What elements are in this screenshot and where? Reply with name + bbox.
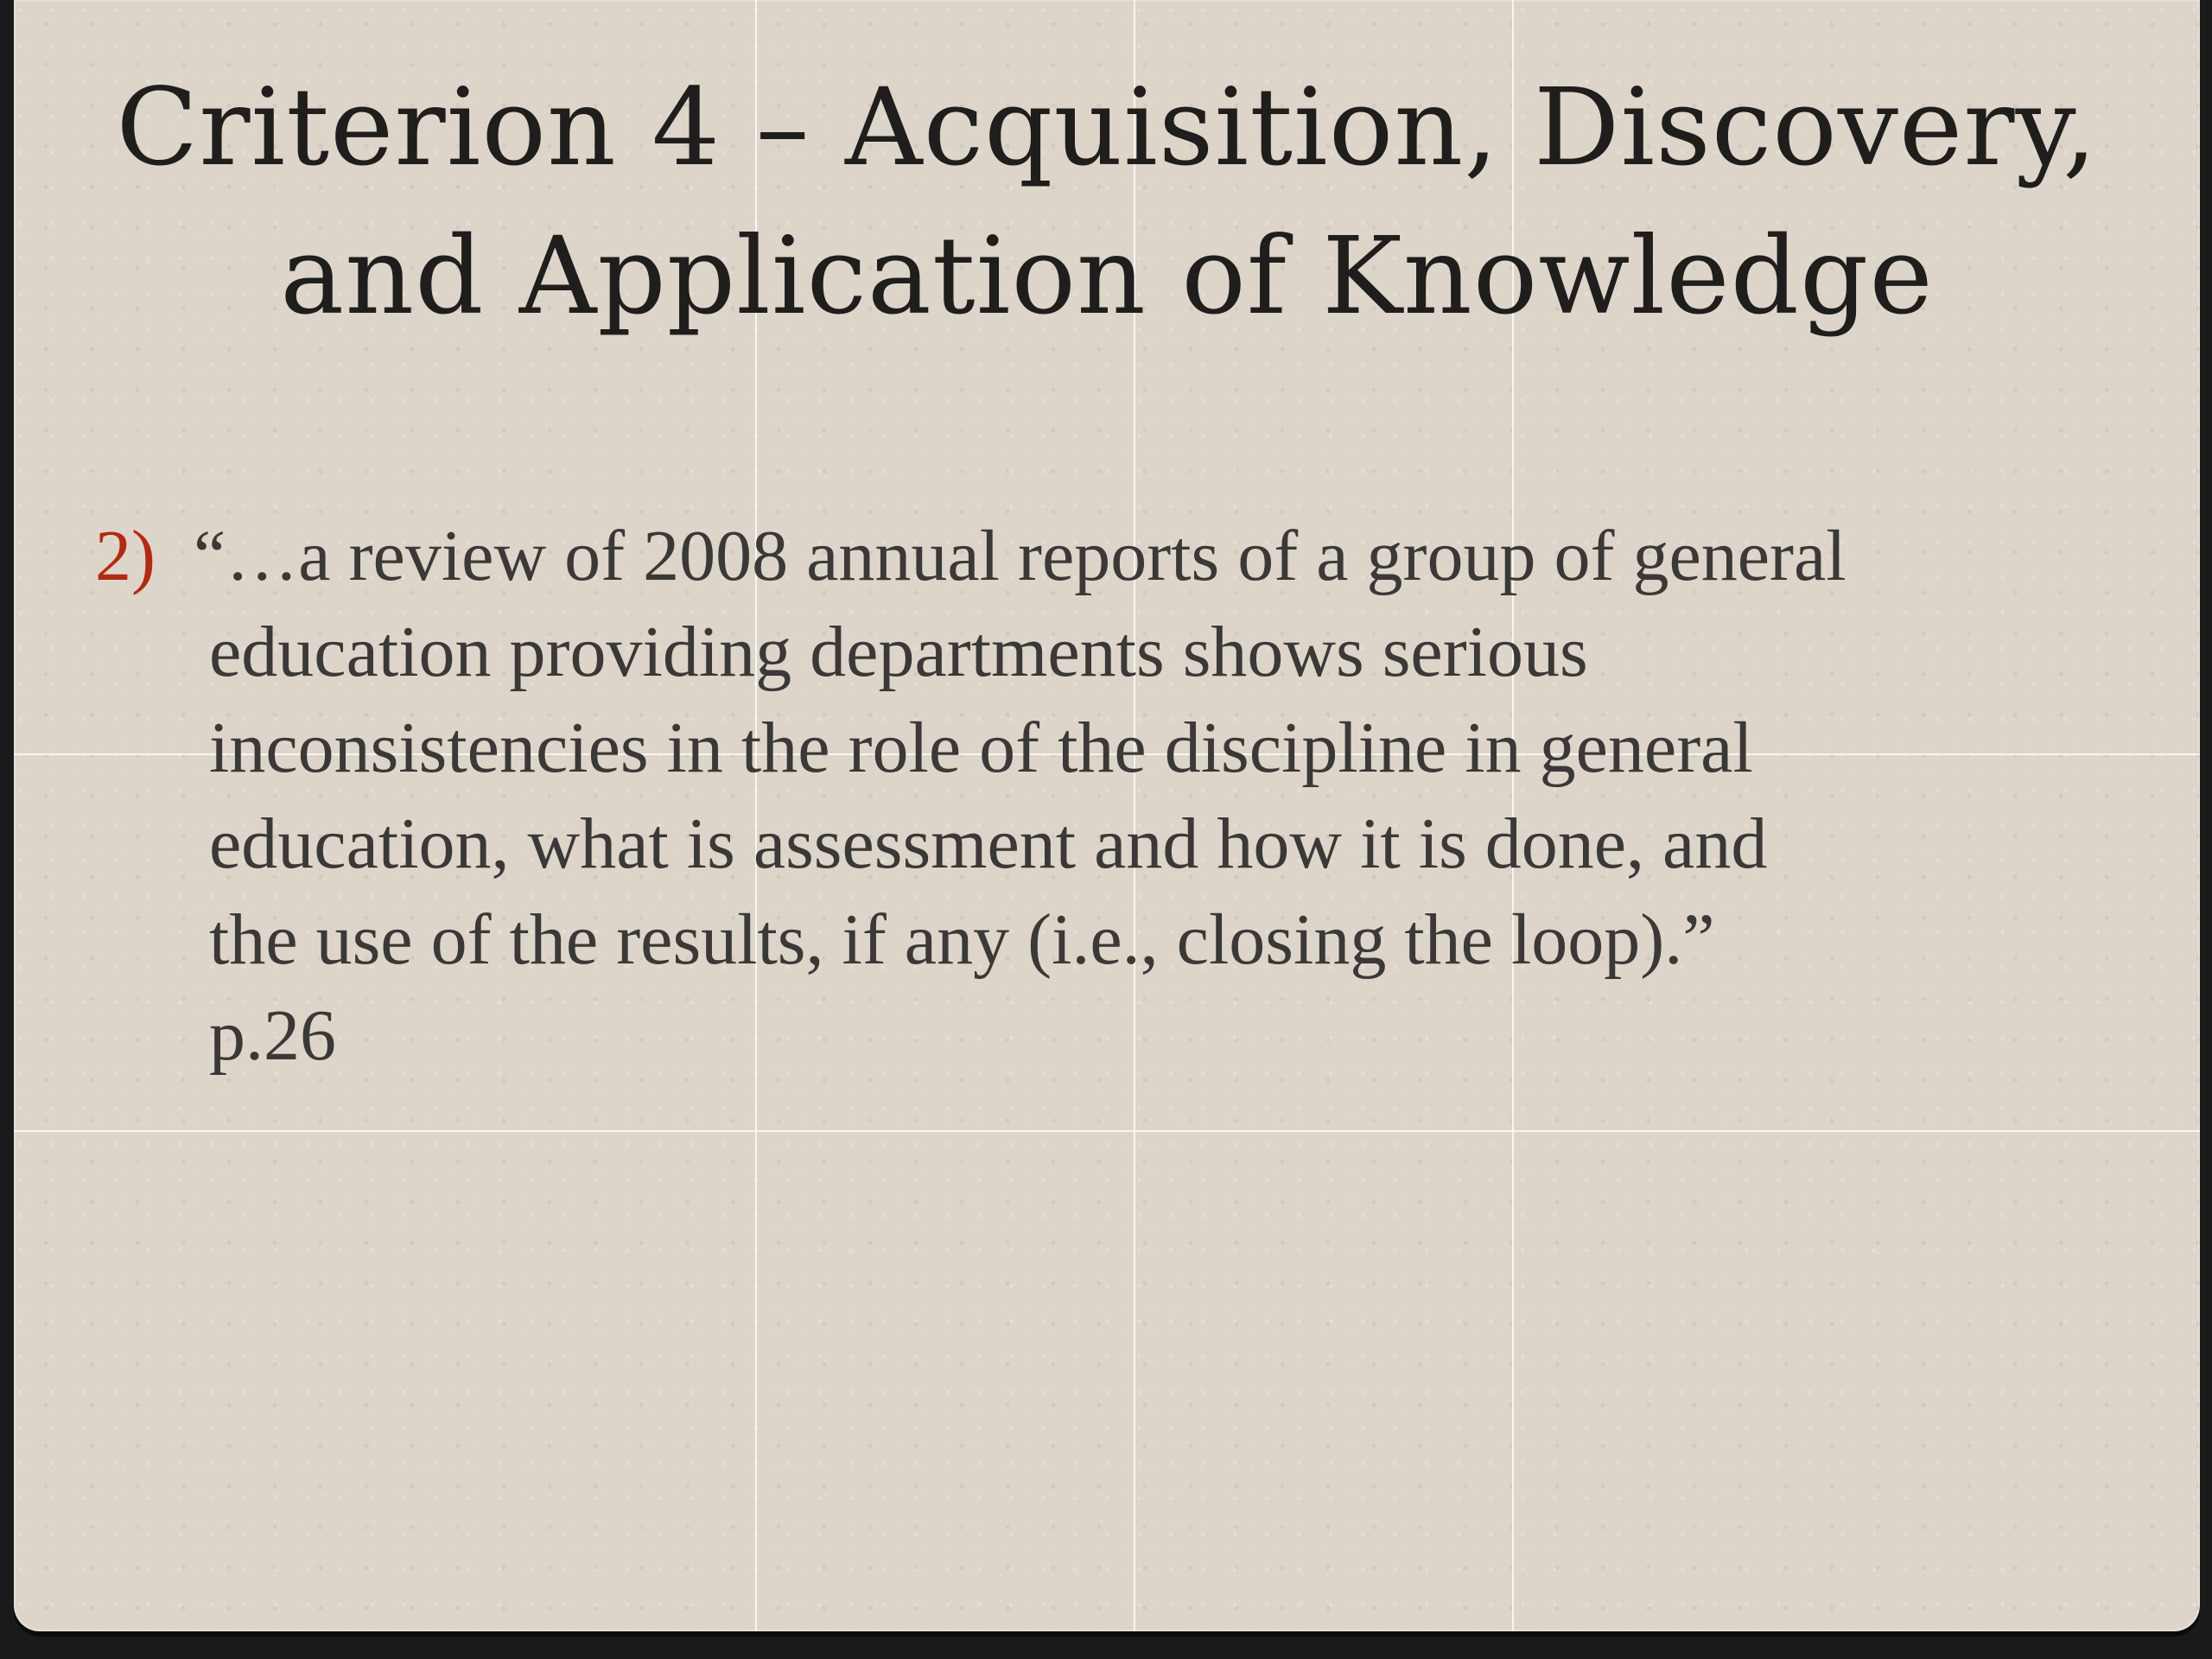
slide-body [95,508,2108,1084]
quote-line: education, what is assessment and how it is done, and [209,804,1768,884]
numbered-item [95,508,2108,1084]
quote-line: inconsistencies in the role of the discipline in general [209,708,1753,788]
slide [14,0,2200,1631]
slide-title [14,54,2200,351]
item-number: 2) [95,516,156,596]
quote-line: the use of the results, if any (i.e., closing the loop).” [209,899,1715,980]
slide-title-line-1: Criterion 4 – Acquisition, Discovery, [116,66,2098,190]
grid-guide-horizontal [14,1130,2200,1132]
page-reference: p.26 [209,995,336,1076]
quote-line: education providing departments shows serious [209,612,1588,692]
item-quote [194,508,2108,1084]
quote-line: “…a review of 2008 annual reports of a group of general [194,516,1847,596]
slide-title-line-2: and Application of Knowledge [280,214,1934,339]
